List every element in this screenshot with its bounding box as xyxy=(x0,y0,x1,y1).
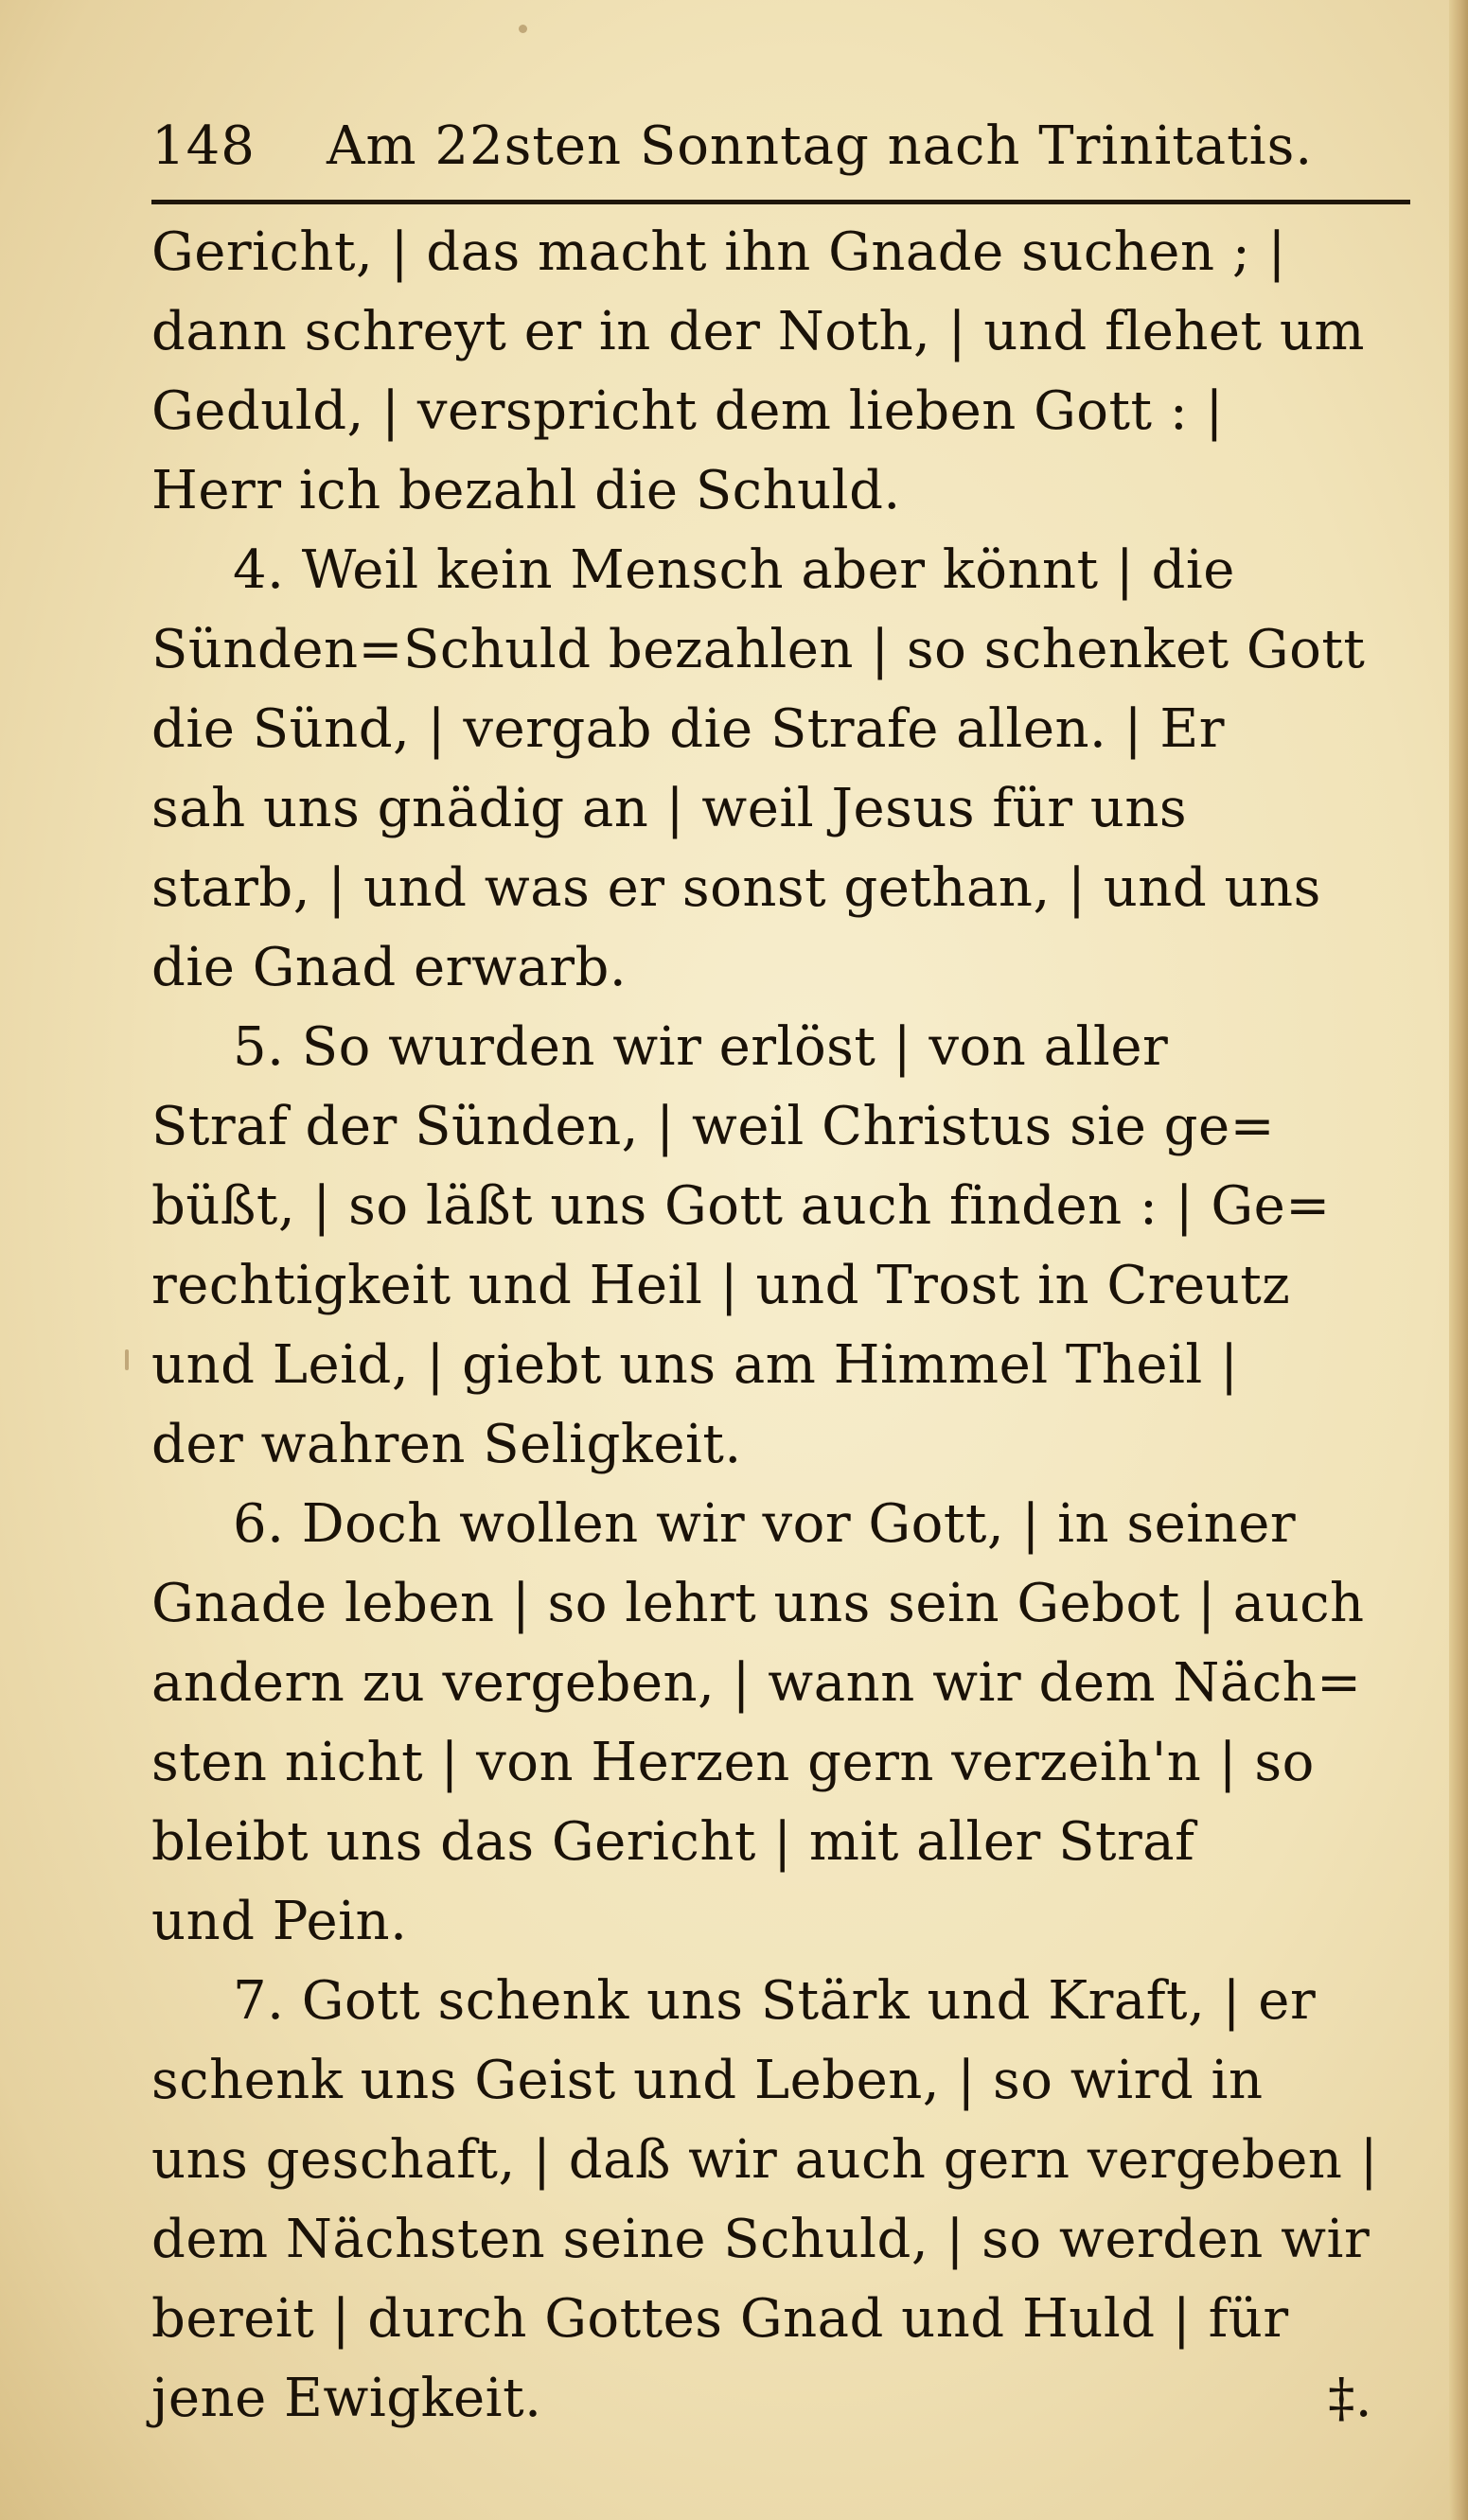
final-line xyxy=(151,2359,1372,2439)
text-line: Gnade leben | so lehrt uns sein Gebot | auch xyxy=(151,1573,1365,1634)
paper-speck xyxy=(519,25,527,33)
text-line: Herr ich bezahl die Schuld. xyxy=(151,460,901,521)
verse-4-first-line: 4. Weil kein Mensch aber könnt | die xyxy=(233,539,1235,601)
header-rule xyxy=(151,200,1410,204)
verse-5-first-line: 5. So wurden wir erlöst | von aller xyxy=(233,1016,1169,1078)
text-line: dem Nächsten seine Schuld, | so werden wir xyxy=(151,2209,1371,2270)
text-line: die Gnad erwarb. xyxy=(151,937,628,998)
running-head: Am 22sten Sonntag nach Trinitatis. xyxy=(327,115,1314,177)
text-line: der wahren Seligkeit. xyxy=(151,1414,742,1475)
text-line: dann schreyt er in der Noth, | und flehet um xyxy=(151,301,1366,362)
text-line: und Pein. xyxy=(151,1891,408,1952)
verse-7-first-line: 7. Gott schenk uns Stärk und Kraft, | er xyxy=(233,1970,1317,2032)
text-line: büßt, | so läßt uns Gott auch finden : | Ge= xyxy=(151,1175,1331,1237)
text-line: bereit | durch Gottes Gnad und Huld | für xyxy=(151,2288,1289,2350)
text-line: Sünden=Schuld bezahlen | so schenket Gott xyxy=(151,619,1366,680)
page-number: 148 xyxy=(151,115,256,177)
text-line: Straf der Sünden, | weil Christus sie ge= xyxy=(151,1096,1276,1157)
paper-speck xyxy=(125,1349,129,1370)
text-line: rechtigkeit und Heil | und Trost in Creutz xyxy=(151,1255,1291,1316)
text-line: und Leid, | giebt uns am Himmel Theil | xyxy=(151,1334,1239,1396)
page-edge xyxy=(1449,0,1468,2520)
text-line: andern zu vergeben, | wann wir dem Näch= xyxy=(151,1652,1362,1714)
text-line: bleibt uns das Gericht | mit aller Straf xyxy=(151,1811,1195,1873)
text-line: Geduld, | verspricht dem lieben Gott : | xyxy=(151,380,1224,442)
text-line: schenk uns Geist und Leben, | so wird in xyxy=(151,2050,1264,2111)
text-line: Gericht, | das macht ihn Gnade suchen ; | xyxy=(151,221,1286,283)
page-header xyxy=(151,106,1391,187)
verse-6-first-line: 6. Doch wollen wir vor Gott, | in seiner xyxy=(233,1493,1297,1555)
text-line: sah uns gnädig an | weil Jesus für uns xyxy=(151,778,1188,839)
text-line: starb, | und was er sonst gethan, | und uns xyxy=(151,857,1321,919)
text-line: sten nicht | von Herzen gern verzeih'n | so xyxy=(151,1732,1315,1793)
hymn-text xyxy=(151,213,1439,2439)
end-mark: ‡. xyxy=(1328,2368,1372,2429)
text-line: uns geschaft, | daß wir auch gern vergeben | xyxy=(151,2129,1379,2191)
final-line-text: jene Ewigkeit. xyxy=(151,2368,542,2429)
text-line: die Sünd, | vergab die Strafe allen. | Er xyxy=(151,698,1225,760)
